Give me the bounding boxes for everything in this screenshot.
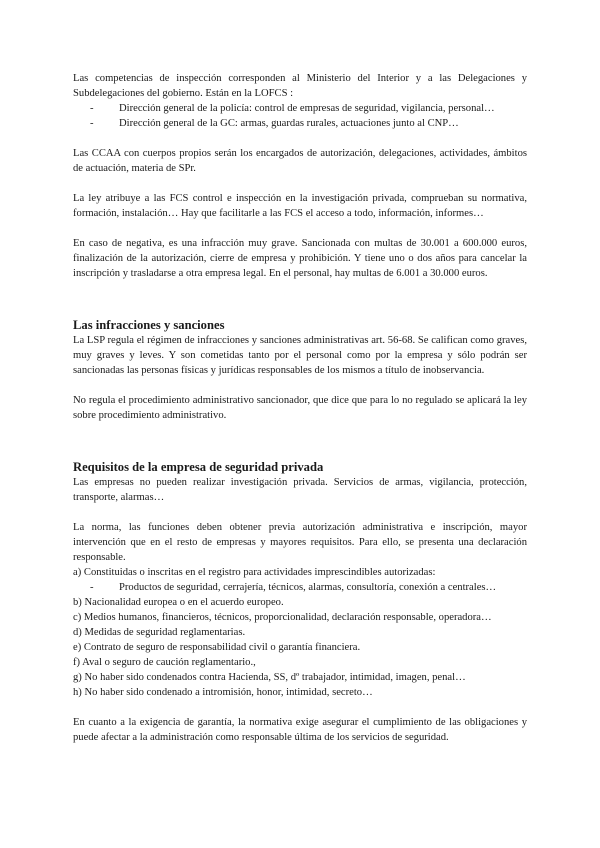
list-item: - Dirección general de la GC: armas, guardas rurales, actuaciones junto al CNP… bbox=[73, 116, 527, 131]
paragraph: La norma, las funciones deben obtener previa autorización administrativa e inscripción, mayor intervención que en el resto de empresas y mayores requisitos. Para ello, se presenta una declaración responsable. bbox=[73, 522, 527, 563]
paragraph: La ley atribuye a las FCS control e inspección en la investigación privada, comprueban su normativa, formación, instalación… Hay que facilitarle a las FCS el acceso a todo, información, informes… bbox=[73, 193, 527, 219]
list-item: - Dirección general de la policía: control de empresas de seguridad, vigilancia, personal… bbox=[73, 101, 527, 116]
list-item: - Productos de seguridad, cerrajería, técnicos, alarmas, consultoría, conexión a centrales… bbox=[73, 580, 527, 595]
requirement-item: f) Aval o seguro de caución reglamentario., bbox=[73, 657, 256, 668]
paragraph: Las empresas no pueden realizar investigación privada. Servicios de armas, vigilancia, protección, transporte, alarmas… bbox=[73, 477, 527, 503]
paragraph: En caso de negativa, es una infracción muy grave. Sancionada con multas de 30.001 a 600.000 euros, finalización de la autorización, cierre de empresa y prohibición. Y tiene uno o dos años para cancelar la inscripción y trasladarse a otra empresa legal. En el personal, hay multas de 6.001 a 30.000 euros. bbox=[73, 238, 527, 279]
paragraph: En cuanto a la exigencia de garantía, la normativa exige asegurar el cumplimiento de las obligaciones y puede afectar a la administración como responsable última de los servicios de seguridad. bbox=[73, 717, 527, 743]
requirement-item: d) Medidas de seguridad reglamentarias. bbox=[73, 627, 246, 638]
document-page bbox=[73, 71, 527, 745]
bullet-list bbox=[73, 101, 527, 131]
bullet-list bbox=[73, 580, 527, 595]
requirement-item: c) Medios humanos, financieros, técnicos, proporcionalidad, declaración responsable, operadora… bbox=[73, 612, 492, 623]
paragraph: Las CCAA con cuerpos propios serán los encargados de autorización, delegaciones, actividades, ámbitos de actuación, materia de SPr. bbox=[73, 148, 527, 174]
requirement-item: a) Constituidas o inscritas en el registro para actividades imprescindibles autorizadas: bbox=[73, 567, 436, 578]
section-heading: Requisitos de la empresa de seguridad privada bbox=[73, 460, 324, 474]
requirement-item: h) No haber sido condenado a intromisión, honor, intimidad, secreto… bbox=[73, 687, 373, 698]
paragraph: Las competencias de inspección corresponden al Ministerio del Interior y a las Delegaciones y Subdelegaciones del gobierno. Están en la LOFCS : bbox=[73, 73, 527, 99]
requirement-item: b) Nacionalidad europea o en el acuerdo europeo. bbox=[73, 597, 284, 608]
requirement-item: g) No haber sido condenados contra Hacienda, SS, dº trabajador, intimidad, imagen, penal… bbox=[73, 672, 466, 683]
paragraph: La LSP regula el régimen de infracciones y sanciones administrativas art. 56-68. Se califican como graves, muy graves y leves. Y son cometidas tanto por el personal como por la empresa y sólo podrán ser sancionadas las personas físicas y jurídicas responsables de los mismos a título de inobservancia. bbox=[73, 335, 527, 376]
section-heading: Las infracciones y sanciones bbox=[73, 318, 225, 332]
requirement-item: e) Contrato de seguro de responsabilidad civil o garantía financiera. bbox=[73, 642, 361, 653]
paragraph: No regula el procedimiento administrativo sancionador, que dice que para lo no regulado se aplicará la ley sobre procedimiento administrativo. bbox=[73, 395, 527, 421]
